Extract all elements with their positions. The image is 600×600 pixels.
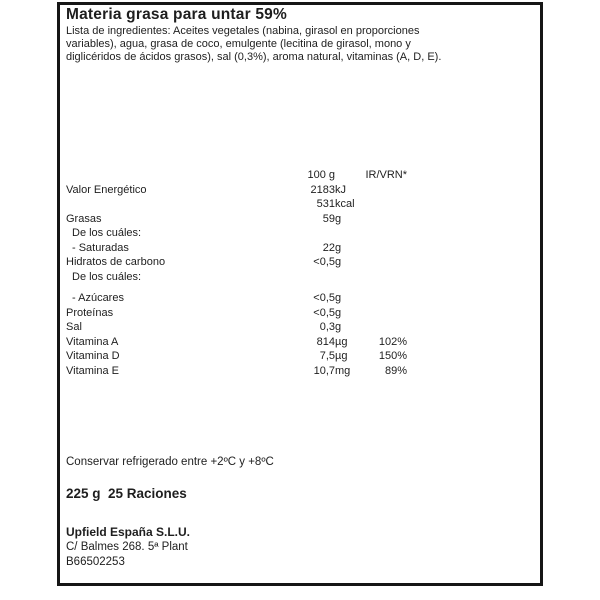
per-100g-header: 100 g	[307, 169, 335, 181]
nutrient-label: - Saturadas	[72, 241, 129, 254]
nutrition-row-of-which-carbs	[66, 270, 538, 285]
nutrient-unit: kcal	[335, 198, 355, 210]
nutrient-ri-pct: 89%	[384, 364, 407, 377]
nutrient-unit: µg	[335, 335, 348, 348]
manufacturer-name: Upfield España S.L.U.	[66, 525, 191, 539]
nutrient-amount: 10,7	[313, 364, 335, 377]
manufacturer-tax-id: B66502253	[66, 556, 125, 568]
nutrient-unit: g	[335, 212, 342, 225]
nutrition-row-vitamin-a	[66, 335, 538, 350]
nutrition-row-of-which-fat	[66, 226, 538, 241]
nutrient-ri-pct	[362, 241, 407, 256]
nutrient-amount: 7,5	[319, 350, 335, 362]
reference-intake-header: IR/VRN*	[365, 169, 407, 181]
product-title: Materia grasa para untar 59%	[66, 6, 287, 23]
nutrition-header-unit-spacer	[335, 168, 362, 183]
nutrient-ri-pct	[362, 212, 407, 227]
storage-instructions: Conservar refrigerado entre +2ºC y +8ºC	[66, 456, 274, 468]
ingredient-line: Lista de ingredientes: Aceites vegetales (nabina, girasol en proporciones	[66, 25, 420, 37]
nutrient-unit	[335, 270, 362, 285]
nutrient-amount: 59	[322, 212, 335, 225]
nutrition-row-energy-kj	[66, 183, 538, 198]
nutrient-ri-pct	[362, 320, 407, 335]
nutrition-row-energy-kcal	[66, 197, 538, 212]
nutrient-amount: 22	[322, 241, 335, 254]
nutrient-amount	[256, 226, 335, 241]
nutrient-unit	[335, 226, 362, 241]
nutrient-unit: mg	[335, 364, 351, 377]
nutrition-row-vitamin-d	[66, 349, 538, 364]
ingredient-line: diglicéridos de ácidos grasos), sal (0,3%), aroma natural, vitaminas (A, D, E).	[66, 51, 442, 63]
nutrient-label: Vitamina A	[66, 335, 119, 348]
nutrient-unit: g	[335, 306, 342, 319]
nutrition-header-spacer	[66, 168, 256, 183]
ingredients-text	[66, 25, 538, 64]
nutrient-ri-pct	[362, 270, 407, 285]
nutrient-amount: <0,5	[313, 306, 335, 319]
nutrition-row-carbohydrate	[66, 255, 538, 270]
nutrient-label: Sal	[66, 321, 82, 333]
nutrient-unit: kJ	[335, 183, 346, 196]
manufacturer-block	[66, 525, 190, 570]
manufacturer-address: C/ Balmes 268. 5ª Plant	[66, 541, 188, 553]
nutrition-table	[66, 168, 538, 378]
nutrient-unit: g	[335, 321, 342, 333]
nutrient-amount: <0,5	[313, 292, 335, 304]
nutrient-label: Vitamina E	[66, 364, 119, 377]
nutrient-label: - Azúcares	[72, 292, 124, 304]
nutrition-header-row	[66, 168, 538, 183]
nutrient-unit: g	[335, 292, 342, 304]
nutrient-label: De los cuáles:	[72, 270, 142, 283]
nutrition-row-protein	[66, 306, 538, 321]
nutrient-ri-pct	[362, 291, 407, 306]
net-weight-and-servings: 225 g 25 Raciones	[66, 486, 187, 501]
nutrient-label: De los cuáles:	[72, 227, 142, 239]
ingredient-line: variables), agua, grasa de coco, emulgente (lecitina de girasol, mono y	[66, 38, 411, 50]
nutrient-label: Grasas	[66, 212, 102, 225]
nutrient-amount: 814	[316, 335, 335, 348]
product-label	[57, 2, 543, 586]
nutrient-amount	[256, 270, 335, 285]
nutrient-label: Proteínas	[66, 306, 114, 319]
nutrient-ri-pct	[362, 306, 407, 321]
nutrition-row-fat	[66, 212, 538, 227]
nutrient-amount: 0,3	[319, 321, 335, 333]
nutrient-amount: 2183	[310, 183, 335, 196]
nutrition-row-vitamin-e	[66, 364, 538, 379]
nutrient-unit: g	[335, 241, 342, 254]
nutrition-row-salt	[66, 320, 538, 335]
nutrient-ri-pct	[362, 183, 407, 198]
nutrient-ri-pct	[362, 255, 407, 270]
nutrient-ri-pct: 102%	[378, 335, 407, 348]
nutrient-amount: 531	[316, 198, 335, 210]
nutrient-unit: µg	[335, 350, 348, 362]
nutrition-row-saturates	[66, 241, 538, 256]
nutrient-label: Hidratos de carbono	[66, 256, 166, 268]
nutrient-unit: g	[335, 256, 342, 268]
nutrient-amount: <0,5	[313, 256, 335, 268]
nutrition-row-sugars	[66, 291, 538, 306]
nutrient-label	[66, 197, 256, 212]
nutrient-label: Vitamina D	[66, 350, 120, 362]
nutrient-label: Valor Energético	[66, 183, 147, 196]
nutrient-ri-pct	[362, 226, 407, 241]
nutrient-ri-pct	[362, 197, 407, 212]
nutrient-ri-pct: 150%	[378, 350, 407, 362]
